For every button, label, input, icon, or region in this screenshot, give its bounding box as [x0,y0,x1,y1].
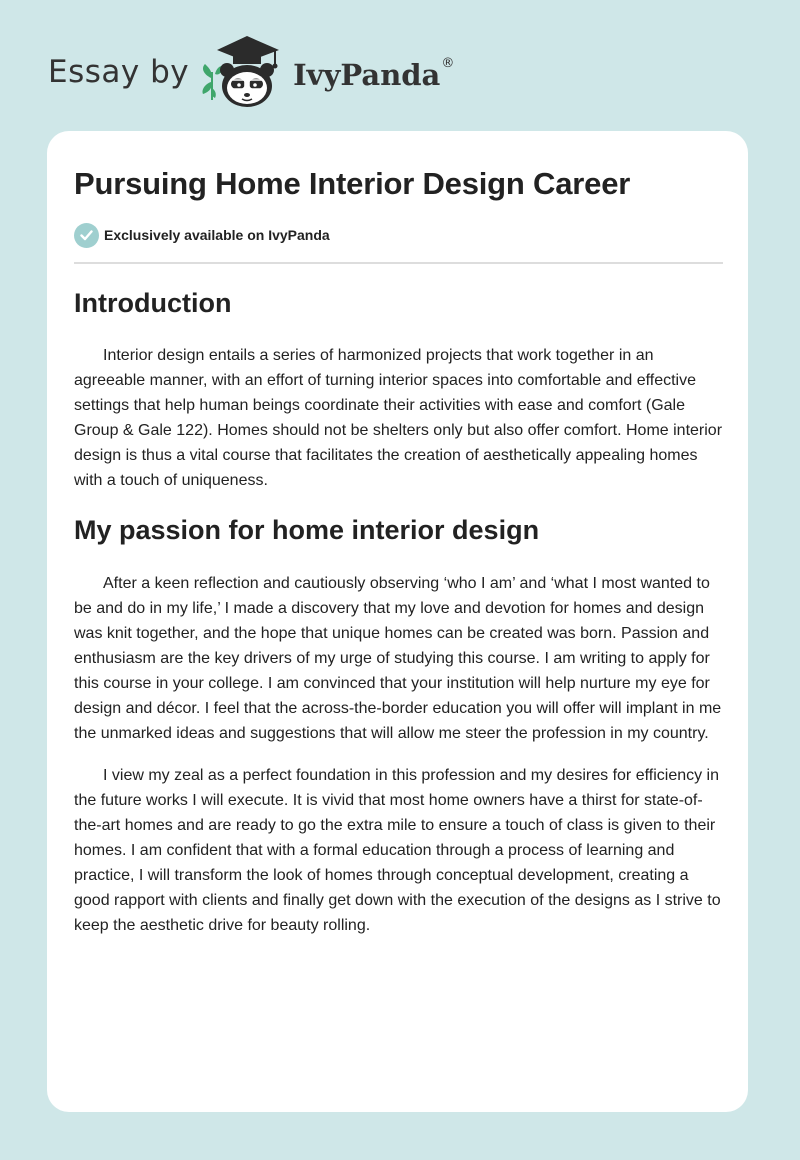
article-title: Pursuing Home Interior Design Career [74,166,631,201]
exclusive-badge [74,222,724,248]
exclusive-label: Exclusively available on IvyPanda [104,227,330,243]
title-divider [74,262,723,264]
brand-name: IvyPanda [293,58,441,92]
brand-header [48,34,454,110]
paragraph: I view my zeal as a perfect foundation in this profession and my desires for efficiency in the future works I will execute. It is vivid that most home owners have a thirst for state-of-the-art homes and are ready to go the extra mile to ensure a touch of class is given to their homes. I am confident that with a formal education through a process of learning and practice, I will transform the look of homes through conceptual development, creating a good rapport with clients and finally get down with the execution of the designs as I strive to keep the aesthetic drive for beauty rolling. [74,767,721,934]
check-circle-icon [74,223,99,248]
article-card [47,131,748,1112]
article-content [74,131,724,938]
graduation-cap-panda-icon [197,34,289,110]
section-heading: My passion for home interior design [74,515,540,545]
section-introduction [74,286,724,493]
section-heading: Introduction [74,288,232,318]
brand-prefix: Essay by [48,54,190,90]
section-passion [74,513,724,938]
paragraph: After a keen reflection and cautiously observing ‘who I am’ and ‘what I most wanted to be and do in my life,’ I made a discovery that my love and devotion for homes and design was knit together, and the hope that unique homes can be created was born. Passion and enthusiasm are the key drivers of my urge of studying this course. I am writing to apply for this course in your college. I am convinced that your institution will help nurture my eye for design and décor. I feel that the across-the-border education you will offer will implant in me the unmarked ideas and suggestions that will allow me steer the profession in my country. [74,575,722,742]
paragraph: Interior design entails a series of harmonized projects that work together in an agreeable manner, with an effort of turning interior spaces into comfortable and effective settings that help human beings coordinate their activities with ease and comfort (Gale Group & Gale 122). Homes should not be shelters only but also offer comfort. Home interior design is thus a vital course that facilitates the creation of aesthetically appealing homes with a touch of uniqueness. [74,347,723,489]
registered-mark: ® [441,56,455,71]
